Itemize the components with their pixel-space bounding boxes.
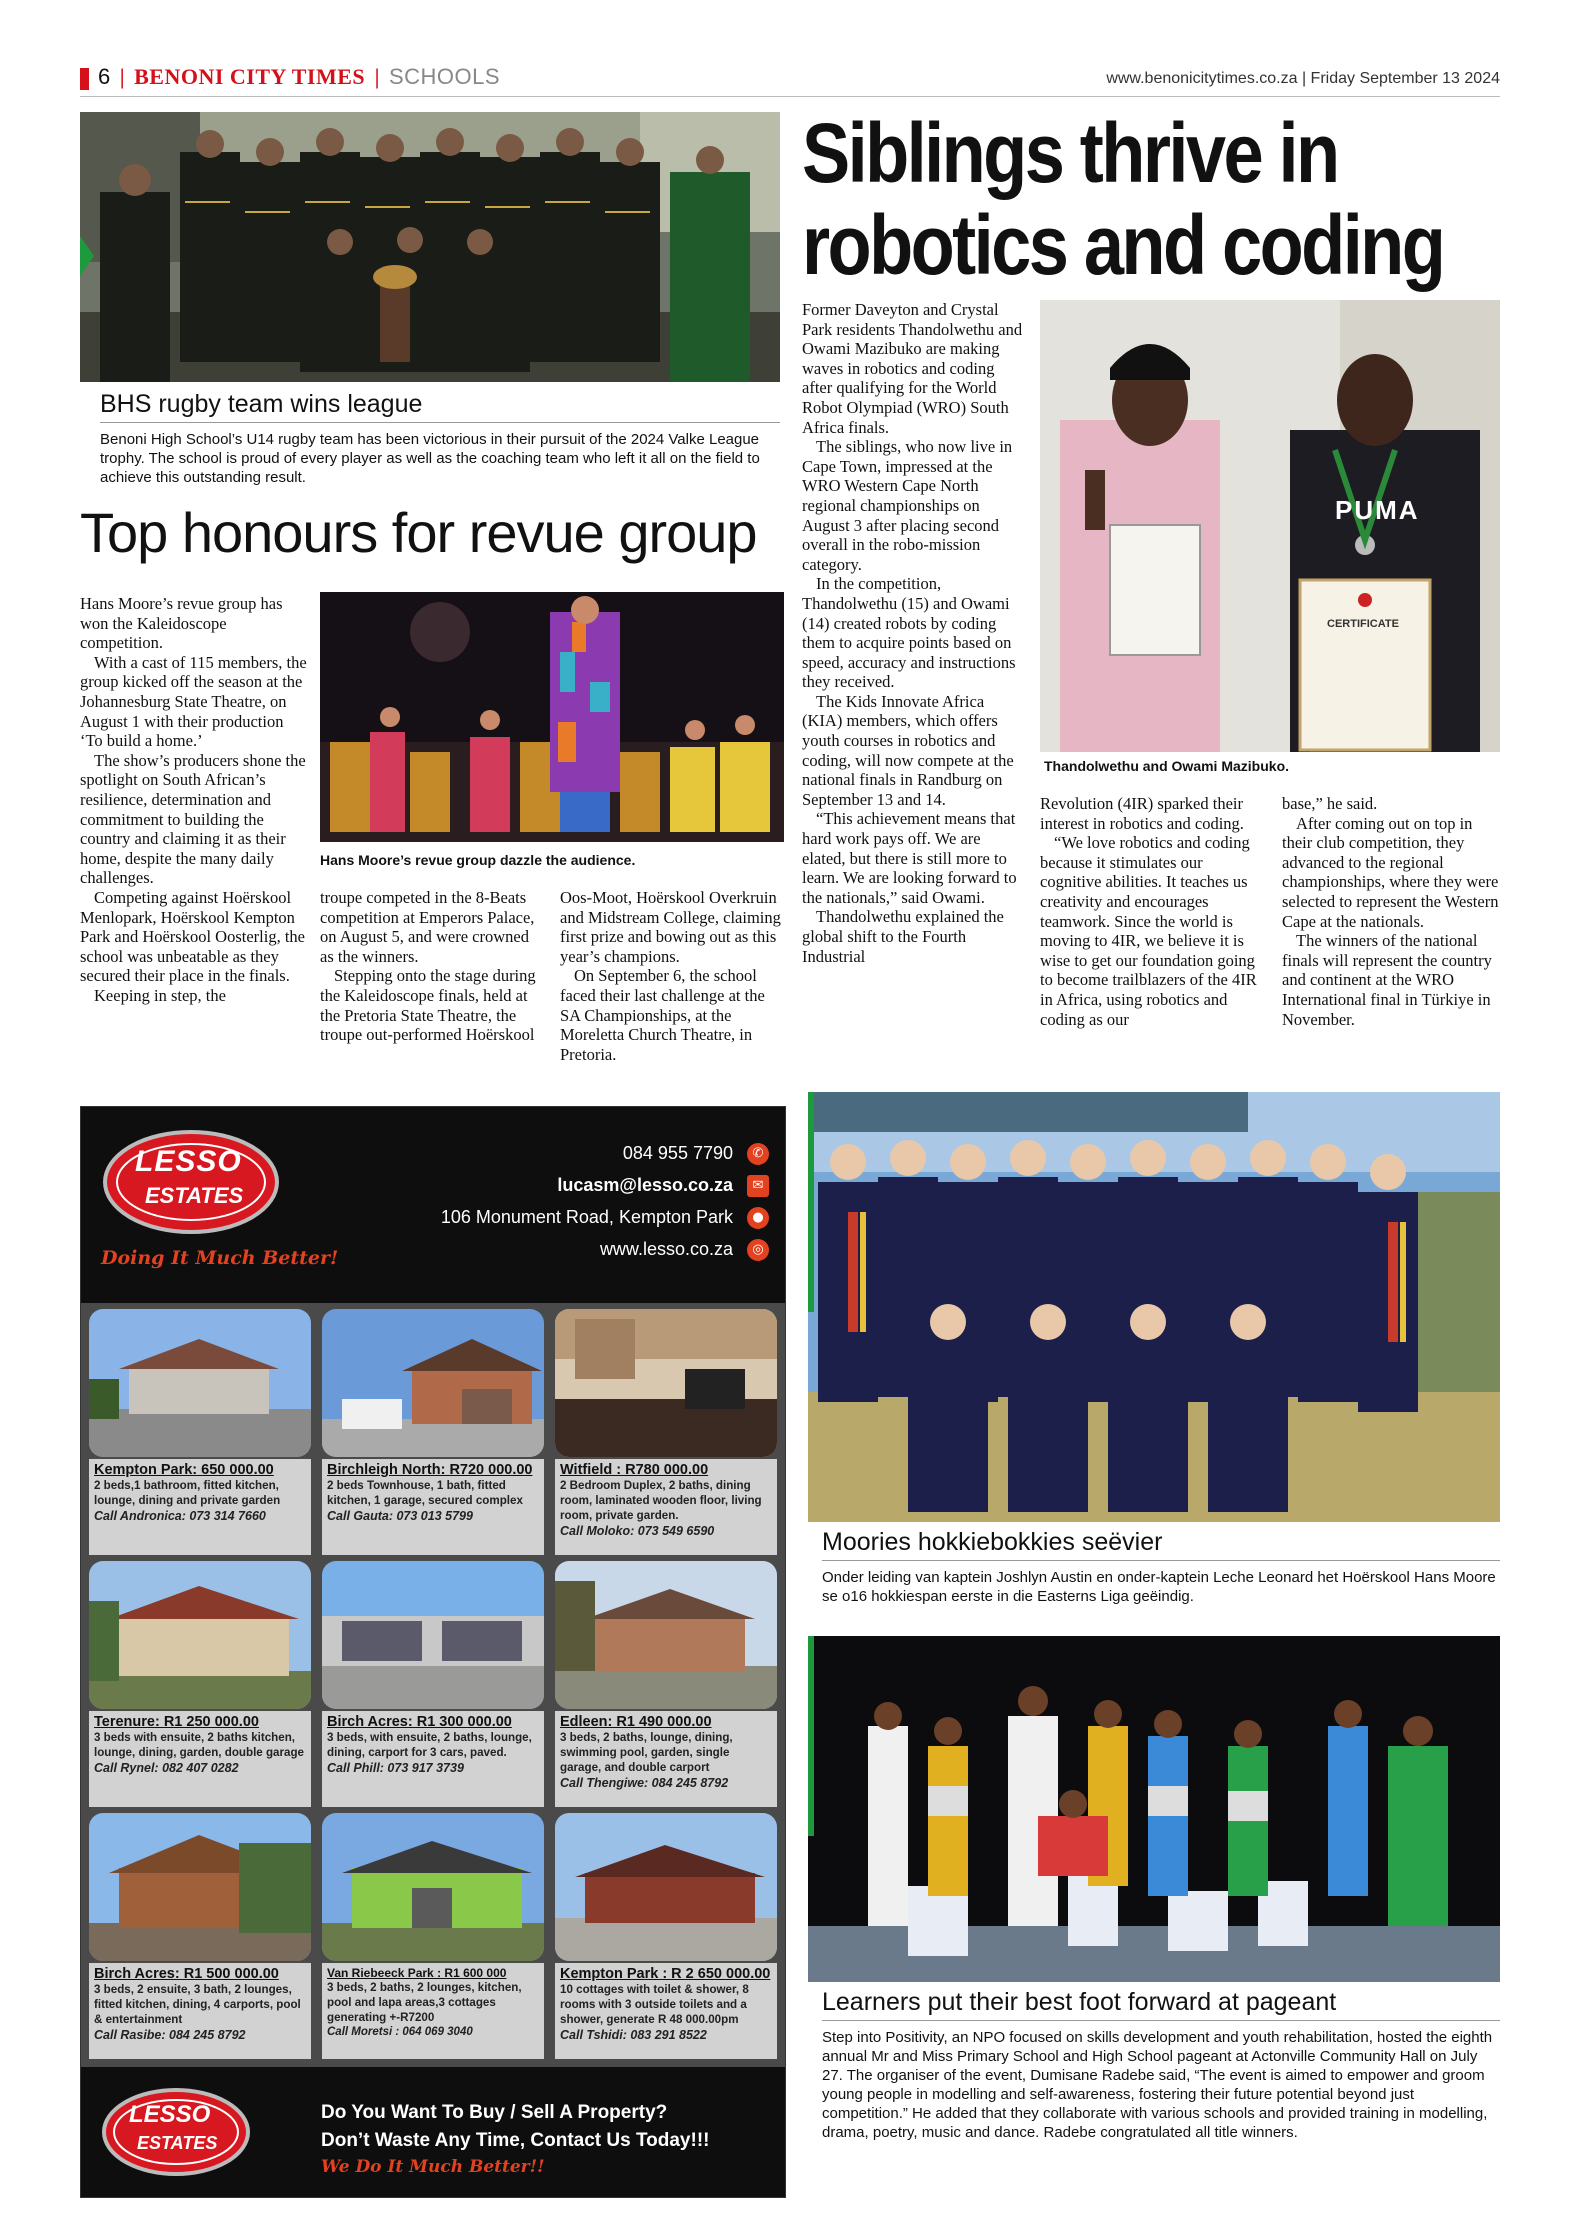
pageant-photo-green-bar xyxy=(808,1636,814,1836)
listing-title: Kempton Park : R 2 650 000.00 xyxy=(560,1966,771,1982)
robotics-paragraph: Former Daveyton and Crystal Park residents Thandolwethu and Owami Mazibuko are making waves in robotics and coding after qualifying for the World Robot Olympiad (WRO) South Africa finals. xyxy=(802,300,1023,437)
robotics-paragraph: After coming out on top in their club competition, they advanced to the regional championships, where they were selected to represent the Western Cape at the nationals. xyxy=(1282,813,1499,931)
listing-title: Edleen: R1 490 000.00 xyxy=(560,1714,712,1730)
listing-info xyxy=(322,1459,544,1555)
revue-paragraph: The show’s producers shone the spotlight on South African’s resilience, determination and commitment to building the country and claiming it as their home, despite the many daily challenges. xyxy=(80,750,306,888)
listing-contact: Call Thengiwe: 084 245 8792 xyxy=(560,1776,729,1790)
listing-photo xyxy=(555,1561,777,1709)
listing-title: Birchleigh North: R720 000.00 xyxy=(327,1462,533,1478)
logo-text-line2: ESTATES xyxy=(145,1183,244,1208)
rugby-team-photo xyxy=(80,112,780,382)
revue-paragraph: Stepping onto the stage during the Kaleidoscope finals, held at the Pretoria State Theatre, the troupe out-performed Hoërskool xyxy=(320,966,536,1045)
revue-paragraph: Oos-Moot, Hoërskool Overkruin and Midstream College, claiming first prize and bowing out as this year’s champions. xyxy=(560,888,781,966)
listing-contact: Call Rasibe: 084 245 8792 xyxy=(94,2028,246,2042)
revue-paragraph: On September 6, the school faced their last challenge at the SA Championships, at the Moreletta Church Theatre, in Pretoria. xyxy=(560,966,765,1064)
robotics-column-3 xyxy=(1282,794,1500,1029)
logo-text-line1: LESSO xyxy=(135,1145,242,1178)
header-website-date: www.benonicitytimes.co.za | Friday September 13 2024 xyxy=(1106,70,1500,87)
ad-slogan: Doing It Much Better! xyxy=(101,1247,339,1269)
listing-info xyxy=(89,1711,311,1807)
revue-stage-photo xyxy=(320,592,784,842)
listing-description: 2 beds Townhouse, 1 bath, fitted kitchen, 1 garage, secured complex xyxy=(327,1479,523,1507)
header-separator: | xyxy=(119,64,125,89)
listing-photo xyxy=(89,1309,311,1457)
listing-contact: Call Rynel: 082 407 0282 xyxy=(94,1761,239,1775)
listing-description: 3 beds, 2 baths, 2 lounges, kitchen, pool and lapa areas,3 cottages generating +-R7200 xyxy=(327,1981,522,2024)
robotics-paragraph: The siblings, who now live in Cape Town, impressed at the WRO Western Cape North regional championships on August 3 after placing second overall in the robo-mission category. xyxy=(802,437,1013,574)
robotics-paragraph: “We love robotics and coding because it stimulates our cognitive abilities. It teaches us creativity and encourages teamwork. Since the world is moving to 4IR, we believe it is wise to get our foundation going to become trailblazers of the 4IR in Africa, using robotics and coding as our xyxy=(1040,833,1257,1029)
robotics-paragraph: Thandolwethu explained the global shift to the Fourth Industrial xyxy=(802,907,1004,966)
listing-contact: Call Phill: 073 917 3739 xyxy=(327,1761,464,1775)
ad-header xyxy=(81,1107,785,1303)
listing-contact: Call Moretsi : 064 069 3040 xyxy=(327,2026,473,2038)
certificate-label: CERTIFICATE xyxy=(1327,618,1399,630)
siblings-photo-caption: Thandolwethu and Owami Mazibuko. xyxy=(1044,758,1290,774)
hockey-caption-body: Onder leiding van kaptein Joshlyn Austin en onder-kaptein Leche Leonard het Hoërskool Hans Moore se o16 hokkiespan eerste in die Easterns Liga geëindig. xyxy=(822,1569,1496,1605)
location-pin-icon: ● xyxy=(747,1207,769,1229)
revue-column-2 xyxy=(320,888,542,1045)
listing-contact: Call Andronica: 073 314 7660 xyxy=(94,1509,266,1523)
listing-description: 2 beds,1 bathroom, fitted kitchen, lounge, dining and private garden xyxy=(94,1479,281,1507)
listing-photo xyxy=(322,1813,544,1961)
robotics-paragraph: The Kids Innovate Africa (KIA) members, which offers youth courses in robotics and coding, will now compete at the national finals in Randburg on September 13 and 14. xyxy=(802,691,1014,809)
revue-column-3 xyxy=(560,888,784,1064)
hockey-team-photo xyxy=(808,1092,1500,1522)
revue-column-1 xyxy=(80,594,308,1005)
listing-description: 3 beds, 2 baths, lounge, dining, swimming pool, garden, single garage, and double carport xyxy=(560,1731,733,1774)
rugby-caption-rule xyxy=(100,422,780,423)
listing-photo xyxy=(555,1813,777,1961)
siblings-photo xyxy=(1040,300,1500,752)
listing-description: 3 beds, 2 ensuite, 3 bath, 2 lounges, fitted kitchen, dining, 4 carports, pool & entertainment xyxy=(94,1983,301,2026)
ad-email: lucasm@lesso.co.za xyxy=(557,1175,733,1195)
logo-text-line2: ESTATES xyxy=(137,2133,218,2153)
pageant-photo xyxy=(808,1636,1500,1982)
ad-call-to-action: Don’t Waste Any Time, Contact Us Today!!! xyxy=(321,2130,710,2151)
listing-description: 10 cottages with toilet & shower, 8 rooms with 3 outside toilets and a shower, generate R 48 000.00pm xyxy=(560,1983,749,2026)
listing-title: Van Riebeeck Park : R1 600 000 xyxy=(327,1966,507,1980)
lesso-logo xyxy=(101,1127,281,1237)
publication-name: BENONI CITY TIMES xyxy=(134,64,366,89)
robotics-column-1 xyxy=(802,300,1024,966)
listing-info xyxy=(555,1963,777,2059)
listing-description: 3 beds, with ensuite, 2 baths, lounge, dining, carport for 3 cars, paved. xyxy=(327,1731,532,1759)
listing-title: Birch Acres: R1 500 000.00 xyxy=(94,1966,279,1982)
listing-title: Kempton Park: 650 000.00 xyxy=(94,1462,274,1478)
robotics-paragraph: The winners of the national finals will represent the country and continent at the WRO International final in Türkiye in November. xyxy=(1282,931,1492,1029)
email-icon: ✉ xyxy=(747,1175,769,1197)
hockey-caption-rule xyxy=(822,1560,1500,1561)
revue-paragraph: With a cast of 115 members, the group kicked off the season at the Johannesburg State Theatre, on August 1 with their production ‘To build a home.’ xyxy=(80,652,307,751)
pageant-caption-body: Step into Positivity, an NPO focused on skills development and youth rehabilitation, hosted the eighth annual Mr and Miss Primary School and High School pageant at Actonville Community Hall on July 27. The organiser of the event, Dumisane Radebe said, “The event is aimed to empower and groom young people in modelling and self-awareness, fostering their future potential beyond just competition.” He added that they collaborate with various schools and provided training in modelling, drama, poetry, music and dance. Radebe congratulated all title winners. xyxy=(822,2029,1493,2141)
phone-icon: ✆ xyxy=(747,1143,769,1165)
listing-description: 2 Bedroom Duplex, 2 baths, dining room, laminated wooden floor, living room, private garden. xyxy=(560,1479,762,1522)
revue-paragraph: troupe competed in the 8-Beats competition at Emperors Palace, on August 5, and were crowned as the winners. xyxy=(320,888,535,966)
listing-contact: Call Tshidi: 083 291 8522 xyxy=(560,2028,707,2042)
listing-info xyxy=(89,1459,311,1555)
pageant-caption-rule xyxy=(822,2020,1500,2021)
rugby-caption-title: BHS rugby team wins league xyxy=(100,390,423,418)
header-left xyxy=(98,64,500,90)
shirt-logo-text: PUMA xyxy=(1335,495,1420,525)
listing-info xyxy=(322,1963,544,2059)
listing-title: Birch Acres: R1 300 000.00 xyxy=(327,1714,512,1730)
robotics-paragraph: base,” he said. xyxy=(1282,794,1378,813)
ad-question: Do You Want To Buy / Sell A Property? xyxy=(321,2102,668,2123)
listing-photo xyxy=(555,1309,777,1457)
robotics-paragraph: Revolution (4IR) sparked their interest in robotics and coding. xyxy=(1040,794,1244,833)
header-rule xyxy=(80,96,1500,97)
robotics-paragraph: In the competition, Thandolwethu (15) and Owami (14) created robots by coding them to acquire points based on speed, accuracy and instructions they received. xyxy=(802,574,1016,692)
ad-phone: 084 955 7790 xyxy=(622,1143,733,1163)
listing-photo xyxy=(89,1561,311,1709)
listing-info xyxy=(89,1963,311,2059)
listing-photo xyxy=(322,1561,544,1709)
lesso-logo-small xyxy=(101,2087,251,2177)
listing-info xyxy=(555,1711,777,1807)
revue-paragraph: Hans Moore’s revue group has won the Kaleidoscope competition. xyxy=(80,594,283,653)
ad-website: www.lesso.co.za xyxy=(599,1239,733,1259)
section-name: SCHOOLS xyxy=(388,64,501,89)
listing-title: Terenure: R1 250 000.00 xyxy=(94,1714,259,1730)
revue-paragraph: Keeping in step, the xyxy=(94,985,226,1005)
rugby-caption-body: Benoni High School’s U14 rugby team has been victorious in their pursuit of the 2024 Valke League trophy. The school is proud of every player as well as the coaching team who left it all on the field to achieve this outstanding result. xyxy=(100,431,760,486)
listing-contact: Call Moloko: 073 549 6590 xyxy=(560,1524,715,1538)
listing-contact: Call Gauta: 073 013 5799 xyxy=(327,1509,473,1523)
logo-text-line1: LESSO xyxy=(129,2101,211,2128)
ad-bottom-slogan: We Do It Much Better!! xyxy=(321,2157,545,2177)
listing-title: Witfield : R780 000.00 xyxy=(560,1462,709,1478)
hockey-caption-title: Moories hokkiebokkies seëvier xyxy=(822,1528,1163,1556)
ad-footer xyxy=(81,2067,785,2197)
page-number: 6 xyxy=(98,64,111,89)
rugby-photo-green-tab xyxy=(80,236,94,276)
revue-headline: Top honours for revue group xyxy=(80,501,757,564)
robotics-headline-line1: Siblings thrive in xyxy=(802,106,1338,200)
revue-photo-caption: Hans Moore’s revue group dazzle the audience. xyxy=(320,852,636,868)
pageant-caption-title: Learners put their best foot forward at pageant xyxy=(822,1988,1337,2016)
listing-photo xyxy=(322,1309,544,1457)
header-separator: | xyxy=(374,64,380,89)
lesso-estates-advert xyxy=(80,1106,786,2198)
robotics-column-2 xyxy=(1040,794,1262,1029)
ad-address: 106 Monument Road, Kempton Park xyxy=(440,1207,733,1227)
listing-description: 3 beds with ensuite, 2 baths kitchen, lounge, dining, garden, double garage xyxy=(94,1731,304,1759)
listing-photo xyxy=(89,1813,311,1961)
listing-info xyxy=(555,1459,777,1555)
header-accent-bar xyxy=(80,68,89,90)
revue-paragraph: Competing against Hoërskool Menlopark, Hoërskool Kempton Park and Hoërskool Oosterlig, the school was unbeatable as they secured their place in the finals. xyxy=(80,887,305,986)
robotics-paragraph: “This achievement means that hard work pays off. We are elated, but there is still more to learn. We are looking forward to the nationals,” said Owami. xyxy=(802,809,1017,907)
globe-icon: ◎ xyxy=(747,1239,769,1261)
robotics-headline-line2: robotics and coding xyxy=(802,198,1444,292)
hockey-photo-green-bar xyxy=(808,1092,814,1312)
listing-info xyxy=(322,1711,544,1807)
